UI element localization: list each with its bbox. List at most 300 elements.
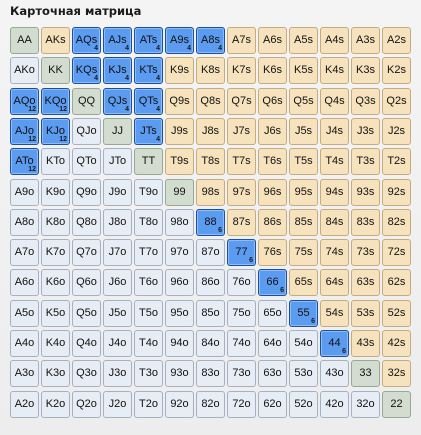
hand-label: 75o (232, 306, 251, 319)
hand-cell-75s[interactable] (289, 239, 318, 266)
hand-label: 83o (201, 366, 220, 379)
hand-label: Q7s (231, 94, 252, 107)
hand-label: T6s (263, 154, 282, 167)
hand-cell-A6o[interactable] (10, 269, 39, 296)
hand-label: Q2s (386, 94, 407, 107)
hand-cell-J5o[interactable] (103, 300, 132, 327)
hand-cell-KQs[interactable] (72, 57, 101, 84)
hand-label: 85o (201, 306, 220, 319)
hand-cell-T8o[interactable] (134, 209, 163, 236)
hand-cell-33[interactable] (351, 360, 380, 387)
hand-cell-K4o[interactable] (41, 330, 70, 357)
hand-cell-T4o[interactable] (134, 330, 163, 357)
hand-cell-82o[interactable] (196, 391, 225, 418)
hand-cell-AJs[interactable] (103, 27, 132, 54)
hand-cell-J2s[interactable] (382, 118, 411, 145)
hand-cell-93o[interactable] (165, 360, 194, 387)
hand-cell-94o[interactable] (165, 330, 194, 357)
hand-cell-T3o[interactable] (134, 360, 163, 387)
hand-label: Q9s (169, 94, 190, 107)
hand-cell-73s[interactable] (351, 239, 380, 266)
hand-label: J4o (108, 336, 127, 349)
hand-label: Q4s (324, 94, 345, 107)
hand-cell-76s[interactable] (258, 239, 287, 266)
hand-label: 88 (204, 215, 217, 228)
hand-cell-Q7s[interactable] (227, 88, 256, 115)
hand-cell-KJs[interactable] (103, 57, 132, 84)
hand-cell-97o[interactable] (165, 239, 194, 266)
hand-label: Q5o (76, 306, 97, 319)
hand-cell-T2s[interactable] (382, 148, 411, 175)
hand-cell-J3o[interactable] (103, 360, 132, 387)
hand-cell-K5o[interactable] (41, 300, 70, 327)
combo-count: 12 (28, 136, 36, 143)
hand-label: 65s (294, 275, 313, 288)
hand-label: T2s (387, 154, 406, 167)
hand-cell-54o[interactable] (289, 330, 318, 357)
hand-cell-QJo[interactable] (72, 118, 101, 145)
hand-cell-A3o[interactable] (10, 360, 39, 387)
hand-cell-42o[interactable] (320, 391, 349, 418)
hand-label: J9o (108, 185, 127, 198)
hand-cell-T5s[interactable] (289, 148, 318, 175)
hand-cell-AA[interactable] (10, 27, 39, 54)
hand-label: JJ (112, 124, 123, 137)
hand-cell-QTs[interactable] (134, 88, 163, 115)
hand-cell-83o[interactable] (196, 360, 225, 387)
hand-label: KTo (46, 154, 65, 167)
hand-label: 53o (294, 366, 313, 379)
hand-label: Q6s (262, 94, 283, 107)
hand-cell-K4s[interactable] (320, 57, 349, 84)
hand-cell-J9o[interactable] (103, 179, 132, 206)
hand-cell-32o[interactable] (351, 391, 380, 418)
hand-label: A3o (14, 366, 35, 379)
hand-cell-JTs[interactable] (134, 118, 163, 145)
hand-cell-Q8s[interactable] (196, 88, 225, 115)
hand-label: T5s (294, 154, 313, 167)
hand-label: T7s (232, 154, 251, 167)
hand-label: 64s (325, 275, 344, 288)
hand-cell-87s[interactable] (227, 209, 256, 236)
hand-cell-98s[interactable] (196, 179, 225, 206)
hand-cell-32s[interactable] (382, 360, 411, 387)
hand-label: 85s (294, 215, 313, 228)
hand-label: 97o (170, 245, 189, 258)
hand-label: A3s (356, 33, 375, 46)
hand-cell-T2o[interactable] (134, 391, 163, 418)
combo-count: 6 (249, 257, 253, 264)
hand-label: Q8s (200, 94, 221, 107)
hand-cell-97s[interactable] (227, 179, 256, 206)
hand-cell-JJ[interactable] (103, 118, 132, 145)
hand-cell-J3s[interactable] (351, 118, 380, 145)
hand-cell-T6o[interactable] (134, 269, 163, 296)
combo-count: 4 (187, 45, 191, 52)
hand-label: JTo (108, 154, 127, 167)
hand-cell-A8o[interactable] (10, 209, 39, 236)
hand-label: 52o (294, 397, 313, 410)
hand-cell-73o[interactable] (227, 360, 256, 387)
hand-label: T4s (325, 154, 344, 167)
hand-cell-K3o[interactable] (41, 360, 70, 387)
hand-cell-K6o[interactable] (41, 269, 70, 296)
hand-cell-Q2s[interactable] (382, 88, 411, 115)
hand-label: Q6o (76, 275, 97, 288)
hand-cell-K8s[interactable] (196, 57, 225, 84)
hand-cell-95o[interactable] (165, 300, 194, 327)
hand-cell-Q7o[interactable] (72, 239, 101, 266)
hand-cell-62o[interactable] (258, 391, 287, 418)
hand-label: 42o (325, 397, 344, 410)
hand-cell-Q6s[interactable] (258, 88, 287, 115)
hand-cell-55[interactable] (289, 300, 318, 327)
hand-cell-K8o[interactable] (41, 209, 70, 236)
hand-cell-A7o[interactable] (10, 239, 39, 266)
hand-cell-Q9s[interactable] (165, 88, 194, 115)
hand-cell-T6s[interactable] (258, 148, 287, 175)
hand-cell-J9s[interactable] (165, 118, 194, 145)
hand-cell-T4s[interactable] (320, 148, 349, 175)
hand-label: A9o (14, 185, 35, 198)
hand-cell-66[interactable] (258, 269, 287, 296)
hand-cell-65o[interactable] (258, 300, 287, 327)
hand-cell-J8o[interactable] (103, 209, 132, 236)
combo-count: 6 (311, 318, 315, 325)
hand-cell-84s[interactable] (320, 209, 349, 236)
combo-count: 4 (156, 75, 160, 82)
hand-label: Q2o (76, 397, 97, 410)
hand-cell-QTo[interactable] (72, 148, 101, 175)
hand-cell-85s[interactable] (289, 209, 318, 236)
hand-cell-53s[interactable] (351, 300, 380, 327)
hand-cell-J7o[interactable] (103, 239, 132, 266)
combo-count: 4 (94, 45, 98, 52)
hand-cell-J4s[interactable] (320, 118, 349, 145)
hand-label: 99 (173, 185, 186, 198)
hand-label: J6o (108, 275, 127, 288)
hand-label: A6s (263, 33, 282, 46)
hand-cell-44[interactable] (320, 330, 349, 357)
hand-cell-42s[interactable] (382, 330, 411, 357)
hand-label: A4s (325, 33, 344, 46)
hand-cell-74o[interactable] (227, 330, 256, 357)
hand-label: QJo (76, 124, 97, 137)
hand-cell-Q4o[interactable] (72, 330, 101, 357)
combo-count: 4 (156, 45, 160, 52)
hand-label: T7o (139, 245, 158, 258)
hand-label: QJs (107, 94, 128, 107)
hand-cell-T7o[interactable] (134, 239, 163, 266)
hand-label: T5o (139, 306, 158, 319)
hand-cell-J7s[interactable] (227, 118, 256, 145)
hand-label: KJo (46, 124, 65, 137)
hand-label: 86o (201, 275, 220, 288)
combo-count: 4 (125, 106, 129, 113)
hand-cell-KJo[interactable] (41, 118, 70, 145)
hand-cell-A4o[interactable] (10, 330, 39, 357)
hand-label: KK (48, 63, 63, 76)
hand-cell-Q3s[interactable] (351, 88, 380, 115)
hand-cell-86s[interactable] (258, 209, 287, 236)
hand-label: 64o (263, 336, 282, 349)
hand-label: 32s (387, 366, 406, 379)
hand-label: J8s (201, 124, 220, 137)
hand-label: K9o (45, 185, 66, 198)
hand-cell-87o[interactable] (196, 239, 225, 266)
hand-cell-JTo[interactable] (103, 148, 132, 175)
hand-label: J3o (108, 366, 127, 379)
hand-cell-A9s[interactable] (165, 27, 194, 54)
hand-cell-ATs[interactable] (134, 27, 163, 54)
hand-cell-94s[interactable] (320, 179, 349, 206)
hand-cell-A2o[interactable] (10, 391, 39, 418)
hand-cell-64o[interactable] (258, 330, 287, 357)
hand-cell-82s[interactable] (382, 209, 411, 236)
hand-label: K9s (170, 63, 189, 76)
combo-count: 4 (94, 75, 98, 82)
hand-label: Q8o (76, 215, 97, 228)
hand-label: 63o (263, 366, 282, 379)
hand-cell-93s[interactable] (351, 179, 380, 206)
hand-label: AKs (45, 33, 66, 46)
hand-cell-K5s[interactable] (289, 57, 318, 84)
hand-cell-K2s[interactable] (382, 57, 411, 84)
hand-label: 82o (201, 397, 220, 410)
hand-label: A4o (14, 336, 35, 349)
hand-label: K4o (45, 336, 66, 349)
hand-label: 82s (387, 215, 406, 228)
hand-cell-Q2o[interactable] (72, 391, 101, 418)
hand-label: 92s (387, 185, 406, 198)
hand-cell-A4s[interactable] (320, 27, 349, 54)
hand-cell-Q4s[interactable] (320, 88, 349, 115)
hand-label: K7s (232, 63, 251, 76)
hand-cell-AQs[interactable] (72, 27, 101, 54)
hand-cell-53o[interactable] (289, 360, 318, 387)
hand-cell-75o[interactable] (227, 300, 256, 327)
hand-label: 62s (387, 275, 406, 288)
hand-cell-63s[interactable] (351, 269, 380, 296)
hand-label: K6o (45, 275, 66, 288)
hand-label: 77 (235, 245, 248, 258)
hand-label: 93s (356, 185, 375, 198)
hand-label: AKo (14, 63, 35, 76)
hand-cell-T3s[interactable] (351, 148, 380, 175)
hand-cell-A7s[interactable] (227, 27, 256, 54)
hand-cell-96s[interactable] (258, 179, 287, 206)
hand-label: A5s (294, 33, 313, 46)
hand-label: TT (141, 154, 156, 167)
hand-label: 98o (170, 215, 189, 228)
hand-cell-AKo[interactable] (10, 57, 39, 84)
hand-label: T2o (139, 397, 158, 410)
hand-label: A8o (14, 215, 35, 228)
hand-cell-K9o[interactable] (41, 179, 70, 206)
hand-cell-T9s[interactable] (165, 148, 194, 175)
hand-cell-J4o[interactable] (103, 330, 132, 357)
combo-count: 12 (28, 166, 36, 173)
hand-cell-A5s[interactable] (289, 27, 318, 54)
hand-label: 63s (356, 275, 375, 288)
hand-cell-77[interactable] (227, 239, 256, 266)
hand-label: Q4o (76, 336, 97, 349)
hand-cell-Q8o[interactable] (72, 209, 101, 236)
hand-cell-K7s[interactable] (227, 57, 256, 84)
hand-cell-K2o[interactable] (41, 391, 70, 418)
hand-cell-A3s[interactable] (351, 27, 380, 54)
hand-label: 76o (232, 275, 251, 288)
hand-cell-K7o[interactable] (41, 239, 70, 266)
hand-label: J6s (263, 124, 282, 137)
hand-label: 55 (297, 306, 310, 319)
hand-cell-Q6o[interactable] (72, 269, 101, 296)
hand-label: ATo (15, 154, 34, 167)
hand-cell-22[interactable] (382, 391, 411, 418)
hand-cell-KK[interactable] (41, 57, 70, 84)
hand-cell-J5s[interactable] (289, 118, 318, 145)
hand-label: QTs (138, 94, 159, 107)
hand-label: 43s (356, 336, 375, 349)
hand-label: 76s (263, 245, 282, 258)
hand-label: 96o (170, 275, 189, 288)
hand-label: AA (17, 33, 32, 46)
hand-cell-72o[interactable] (227, 391, 256, 418)
hand-label: K4s (325, 63, 344, 76)
hand-cell-84o[interactable] (196, 330, 225, 357)
hand-cell-T5o[interactable] (134, 300, 163, 327)
hand-cell-64s[interactable] (320, 269, 349, 296)
hand-cell-74s[interactable] (320, 239, 349, 266)
hand-cell-54s[interactable] (320, 300, 349, 327)
hand-label: T9s (170, 154, 189, 167)
hand-cell-88[interactable] (196, 209, 225, 236)
hand-label: 62o (263, 397, 282, 410)
hand-cell-ATo[interactable] (10, 148, 39, 175)
hand-label: 42s (387, 336, 406, 349)
hand-cell-98o[interactable] (165, 209, 194, 236)
hand-cell-T7s[interactable] (227, 148, 256, 175)
hand-label: 83s (356, 215, 375, 228)
hand-label: 73o (232, 366, 251, 379)
hand-cell-A6s[interactable] (258, 27, 287, 54)
hand-label: K3s (356, 63, 375, 76)
hand-cell-96o[interactable] (165, 269, 194, 296)
hand-cell-43s[interactable] (351, 330, 380, 357)
hand-cell-85o[interactable] (196, 300, 225, 327)
hand-cell-A8s[interactable] (196, 27, 225, 54)
hand-cell-J8s[interactable] (196, 118, 225, 145)
hand-label: AQs (75, 33, 98, 46)
hand-label: T8s (201, 154, 220, 167)
hand-cell-Q9o[interactable] (72, 179, 101, 206)
hand-label: 22 (390, 397, 403, 410)
hand-label: J5o (108, 306, 127, 319)
hand-label: A8s (201, 33, 220, 46)
hand-cell-65s[interactable] (289, 269, 318, 296)
hand-cell-QJs[interactable] (103, 88, 132, 115)
hand-label: 87o (201, 245, 220, 258)
hand-label: 74o (232, 336, 251, 349)
hand-label: J8o (108, 215, 127, 228)
hand-label: 94o (170, 336, 189, 349)
hand-cell-Q5o[interactable] (72, 300, 101, 327)
hand-label: 66 (266, 275, 279, 288)
combo-count: 4 (156, 106, 160, 113)
hand-cell-KTs[interactable] (134, 57, 163, 84)
combo-count: 12 (59, 106, 67, 113)
hand-cell-86o[interactable] (196, 269, 225, 296)
hand-cell-AQo[interactable] (10, 88, 39, 115)
hand-cell-A2s[interactable] (382, 27, 411, 54)
hand-cell-K3s[interactable] (351, 57, 380, 84)
hand-cell-62s[interactable] (382, 269, 411, 296)
hand-cell-Q3o[interactable] (72, 360, 101, 387)
hand-cell-76o[interactable] (227, 269, 256, 296)
hand-cell-A9o[interactable] (10, 179, 39, 206)
hand-label: KTs (139, 63, 158, 76)
hand-cell-Q5s[interactable] (289, 88, 318, 115)
hand-label: 94s (325, 185, 344, 198)
hand-label: 84s (325, 215, 344, 228)
hand-cell-52o[interactable] (289, 391, 318, 418)
hand-cell-KQo[interactable] (41, 88, 70, 115)
hand-cell-72s[interactable] (382, 239, 411, 266)
hand-label: 98s (201, 185, 220, 198)
hand-cell-83s[interactable] (351, 209, 380, 236)
hand-cell-92o[interactable] (165, 391, 194, 418)
hand-cell-K6s[interactable] (258, 57, 287, 84)
hand-cell-43o[interactable] (320, 360, 349, 387)
hand-label: 74s (325, 245, 344, 258)
hand-label: JTs (140, 124, 157, 137)
hand-cell-95s[interactable] (289, 179, 318, 206)
hand-cell-AKs[interactable] (41, 27, 70, 54)
combo-count: 4 (125, 75, 129, 82)
hand-cell-J6o[interactable] (103, 269, 132, 296)
hand-cell-92s[interactable] (382, 179, 411, 206)
combo-count: 4 (125, 45, 129, 52)
hand-cell-T9o[interactable] (134, 179, 163, 206)
hand-label: 33 (359, 366, 372, 379)
hand-label: QQ (77, 94, 96, 107)
hand-label: K2s (387, 63, 406, 76)
hand-cell-J6s[interactable] (258, 118, 287, 145)
hand-label: 53s (356, 306, 375, 319)
hand-label: J2s (387, 124, 406, 137)
hand-label: KQs (75, 63, 98, 76)
hand-label: Q9o (76, 185, 97, 198)
hand-label: K8s (201, 63, 220, 76)
hand-label: A5o (14, 306, 35, 319)
hand-cell-AJo[interactable] (10, 118, 39, 145)
hand-label: Q3o (76, 366, 97, 379)
hand-cell-99[interactable] (165, 179, 194, 206)
hand-cell-K9s[interactable] (165, 57, 194, 84)
hand-cell-63o[interactable] (258, 360, 287, 387)
hand-cell-A5o[interactable] (10, 300, 39, 327)
hand-cell-TT[interactable] (134, 148, 163, 175)
hand-cell-QQ[interactable] (72, 88, 101, 115)
hand-label: 52s (387, 306, 406, 319)
hand-label: 87s (232, 215, 251, 228)
hand-cell-KTo[interactable] (41, 148, 70, 175)
hand-label: A7s (232, 33, 251, 46)
hand-cell-T8s[interactable] (196, 148, 225, 175)
combo-count: 12 (59, 136, 67, 143)
hand-cell-J2o[interactable] (103, 391, 132, 418)
hand-cell-52s[interactable] (382, 300, 411, 327)
